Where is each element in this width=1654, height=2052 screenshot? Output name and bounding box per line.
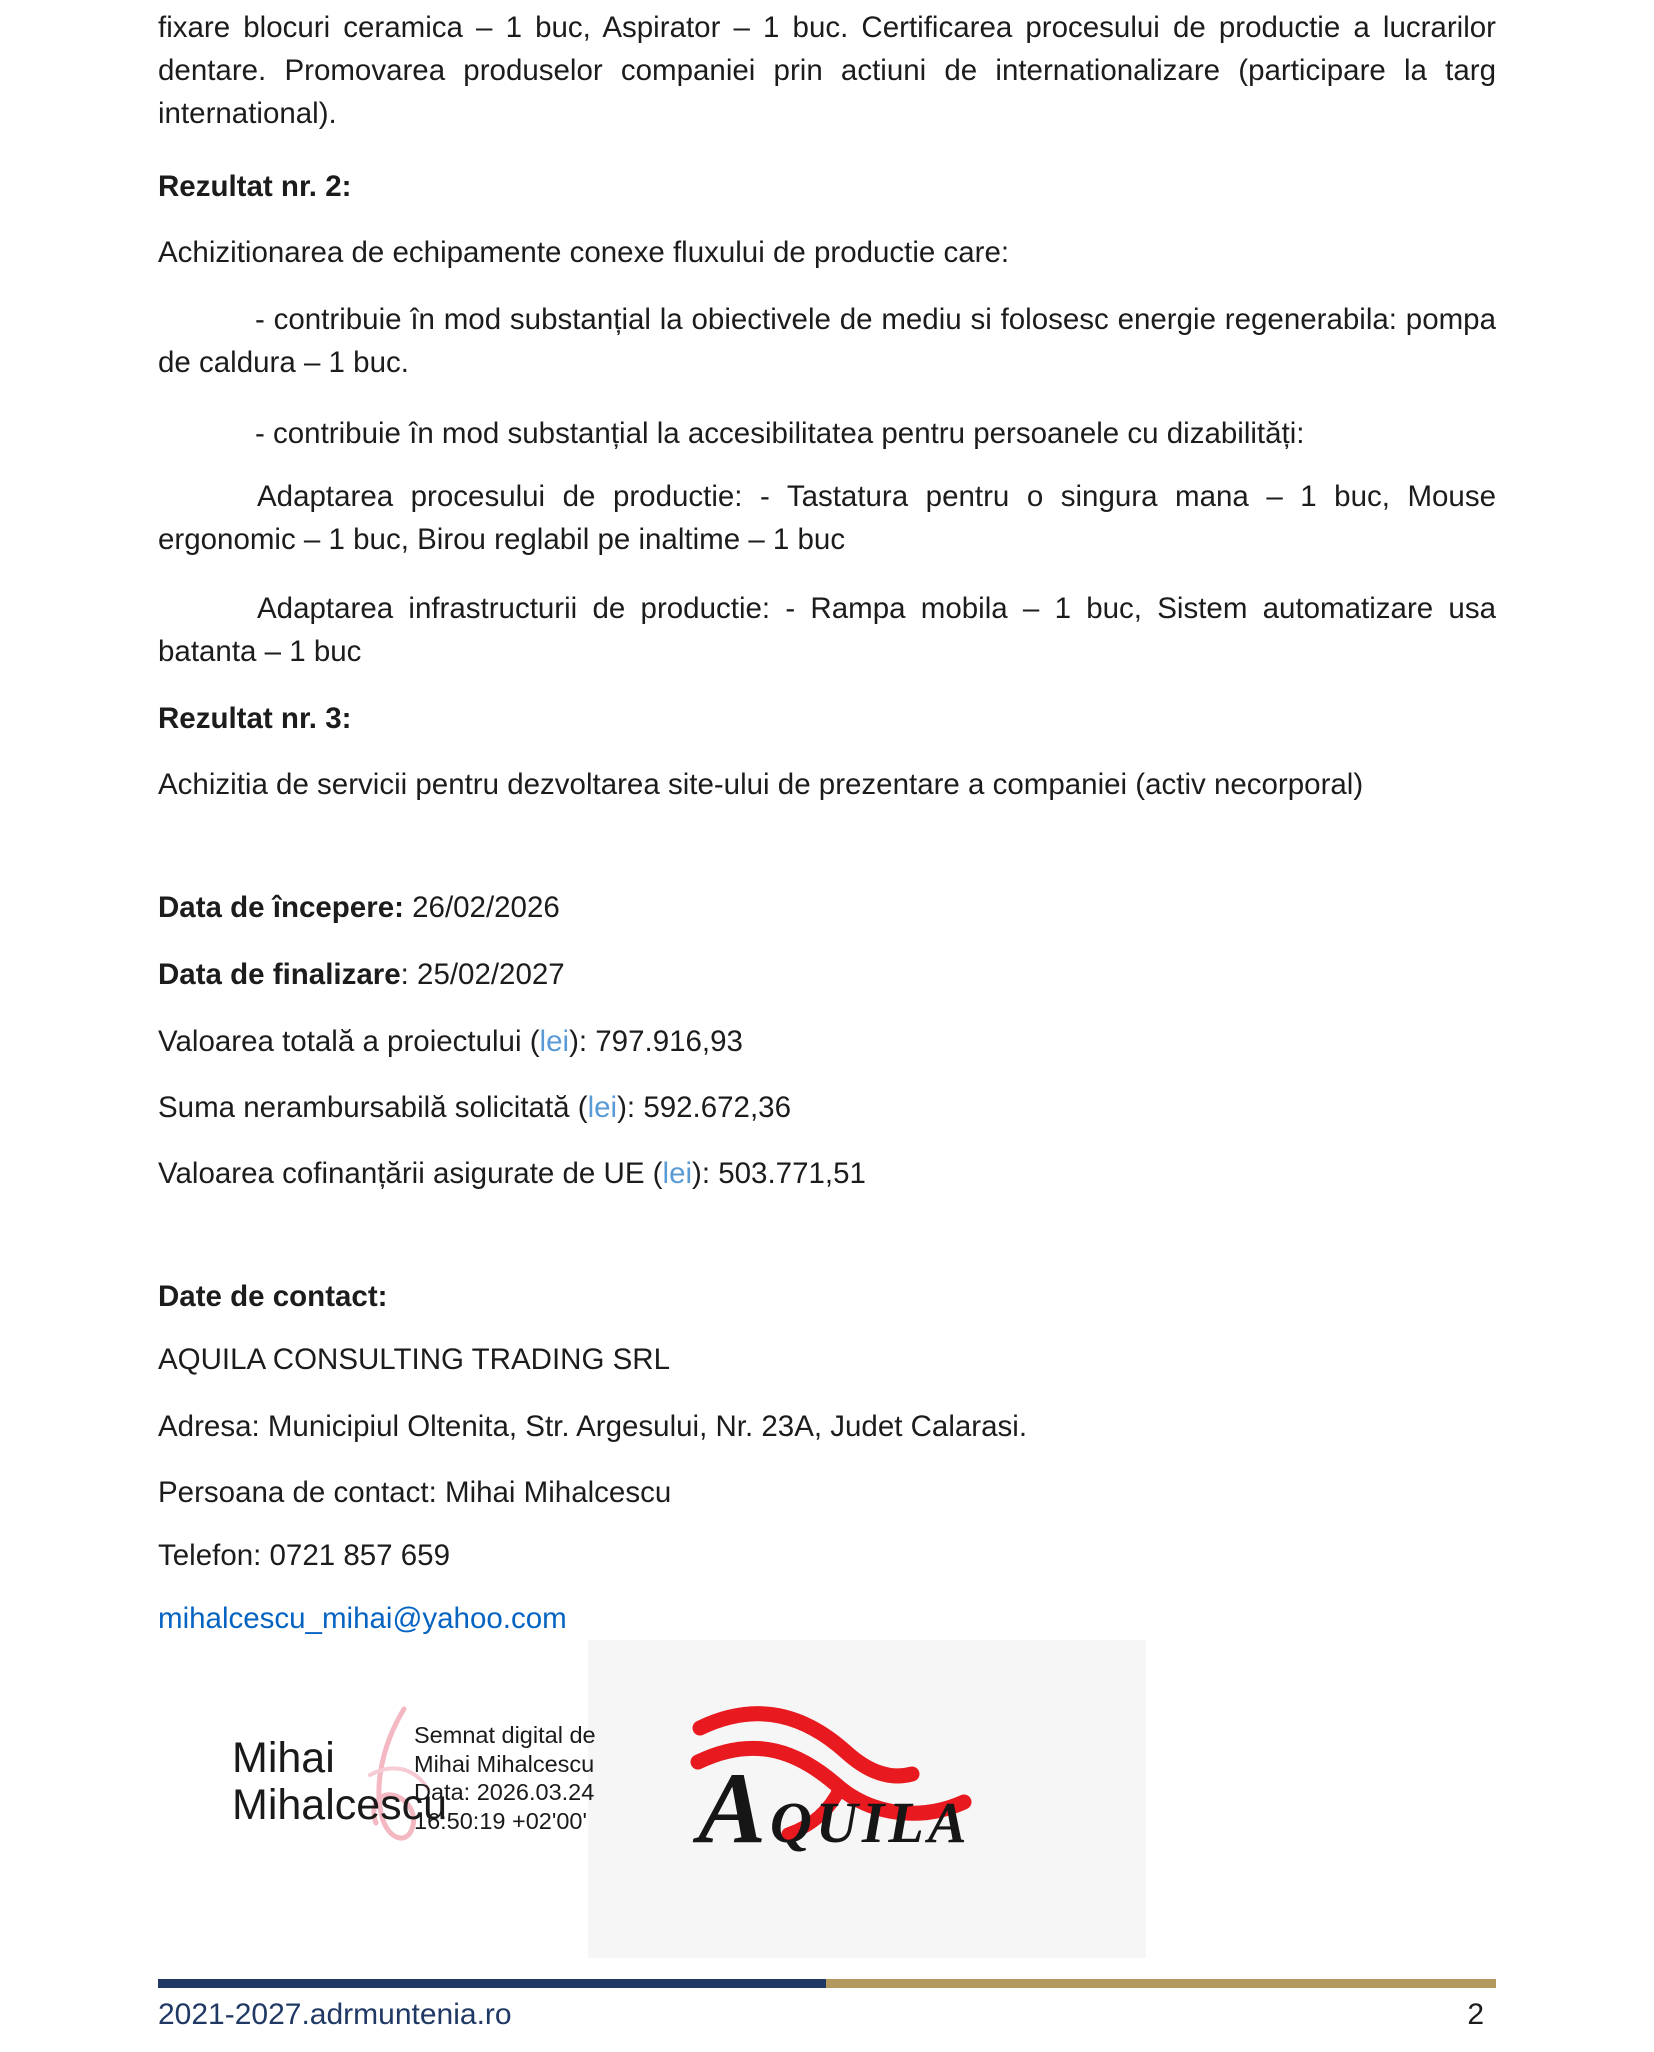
- footer: [158, 1995, 1496, 2035]
- contact-email-line: [158, 1597, 1496, 1640]
- signature-detail-line3: Data: 2026.03.24: [414, 1779, 595, 1805]
- total-value-amount: ): 797.916,93: [569, 1025, 743, 1058]
- total-value-line: [158, 1020, 1496, 1063]
- page-number: 2: [1467, 1998, 1484, 2031]
- eu-value-line: [158, 1152, 1496, 1195]
- total-value-text: Valoarea totală a proiectului (: [158, 1025, 540, 1058]
- start-date-label: Data de începere:: [158, 891, 404, 924]
- grant-value-lei-link[interactable]: lei: [587, 1091, 618, 1124]
- logo-letters-quila: QUILA: [770, 1790, 971, 1855]
- footer-rule-gold-segment: [826, 1979, 1496, 1988]
- start-date-value: 26/02/2026: [403, 891, 560, 924]
- footer-rule: [158, 1979, 1496, 1988]
- signature-name-line1: Mihai: [232, 1734, 335, 1782]
- footer-website-link[interactable]: 2021-2027.adrmuntenia.ro: [158, 1998, 512, 2031]
- logo-letter-a: A: [698, 1752, 771, 1865]
- signature-detail-line4: 16:50:19 +02'00': [414, 1807, 587, 1834]
- grant-value-amount: ): 592.672,36: [617, 1091, 791, 1124]
- eu-value-lei-link[interactable]: lei: [662, 1157, 693, 1190]
- contact-email-link[interactable]: mihalcescu_mihai@yahoo.com: [158, 1602, 567, 1635]
- paragraph-adaptare-infrastructura: Adaptarea infrastructurii de productie: - Rampa mobila – 1 buc, Sistem automatizare usa batanta – 1 buc: [158, 592, 1496, 668]
- heading-rezultat-2: Rezultat nr. 2:: [158, 170, 352, 203]
- aquila-logo: [588, 1640, 1146, 1958]
- grant-value-line: [158, 1086, 1496, 1129]
- footer-rule-navy-segment: [158, 1979, 826, 1988]
- bullet-accesibilitate: - contribuie în mod substanțial la accesibilitatea pentru persoanele cu dizabilități:: [255, 417, 1305, 450]
- contact-address: Adresa: Municipiul Oltenita, Str. Argesului, Nr. 23A, Judet Calarasi.: [158, 1410, 1028, 1443]
- start-date-line: [158, 886, 1496, 929]
- end-date-line: [158, 953, 1496, 996]
- heading-rezultat-3: Rezultat nr. 3:: [158, 702, 352, 735]
- paragraph-production-equipment: fixare blocuri ceramica – 1 buc, Aspirator – 1 buc. Certificarea procesului de productie a lucrarilor dentare. Promovarea produselor companiei prin actiuni de internationalizare (participare la targ international).: [158, 11, 1496, 130]
- end-date-value: : 25/02/2027: [400, 958, 565, 991]
- contact-person: Persoana de contact: Mihai Mihalcescu: [158, 1476, 672, 1509]
- signature-name-line2: Mihalcescu: [232, 1781, 448, 1829]
- digital-signature-details: [414, 1721, 596, 1835]
- eu-value-amount: ): 503.771,51: [692, 1157, 866, 1190]
- aquila-logo-text: [698, 1752, 971, 1865]
- total-value-lei-link[interactable]: lei: [539, 1025, 570, 1058]
- bullet-mediu: - contribuie în mod substanțial la obiectivele de mediu si folosesc energie regenerabila: pompa de caldura – 1 buc.: [158, 303, 1496, 379]
- document-body: [158, 6, 1496, 1663]
- paragraph-achizitionarea: Achizitionarea de echipamente conexe fluxului de productie care:: [158, 236, 1010, 269]
- heading-date-de-contact: Date de contact:: [158, 1280, 388, 1313]
- grant-value-text: Suma nerambursabilă solicitată (: [158, 1091, 588, 1124]
- paragraph-achizitia-servicii: Achizitia de servicii pentru dezvoltarea site-ului de prezentare a companiei (activ necorporal): [158, 768, 1364, 801]
- signature-detail-line1: Semnat digital de: [414, 1722, 596, 1748]
- eu-value-text: Valoarea cofinanțării asigurate de UE (: [158, 1157, 663, 1190]
- contact-phone: Telefon: 0721 857 659: [158, 1539, 450, 1572]
- paragraph-adaptare-proces: Adaptarea procesului de productie: - Tastatura pentru o singura mana – 1 buc, Mouse ergonomic – 1 buc, Birou reglabil pe inaltime – 1 buc: [158, 480, 1496, 556]
- contact-company: AQUILA CONSULTING TRADING SRL: [158, 1343, 670, 1376]
- end-date-label: Data de finalizare: [158, 958, 401, 991]
- signature-detail-line2: Mihai Mihalcescu: [414, 1750, 595, 1777]
